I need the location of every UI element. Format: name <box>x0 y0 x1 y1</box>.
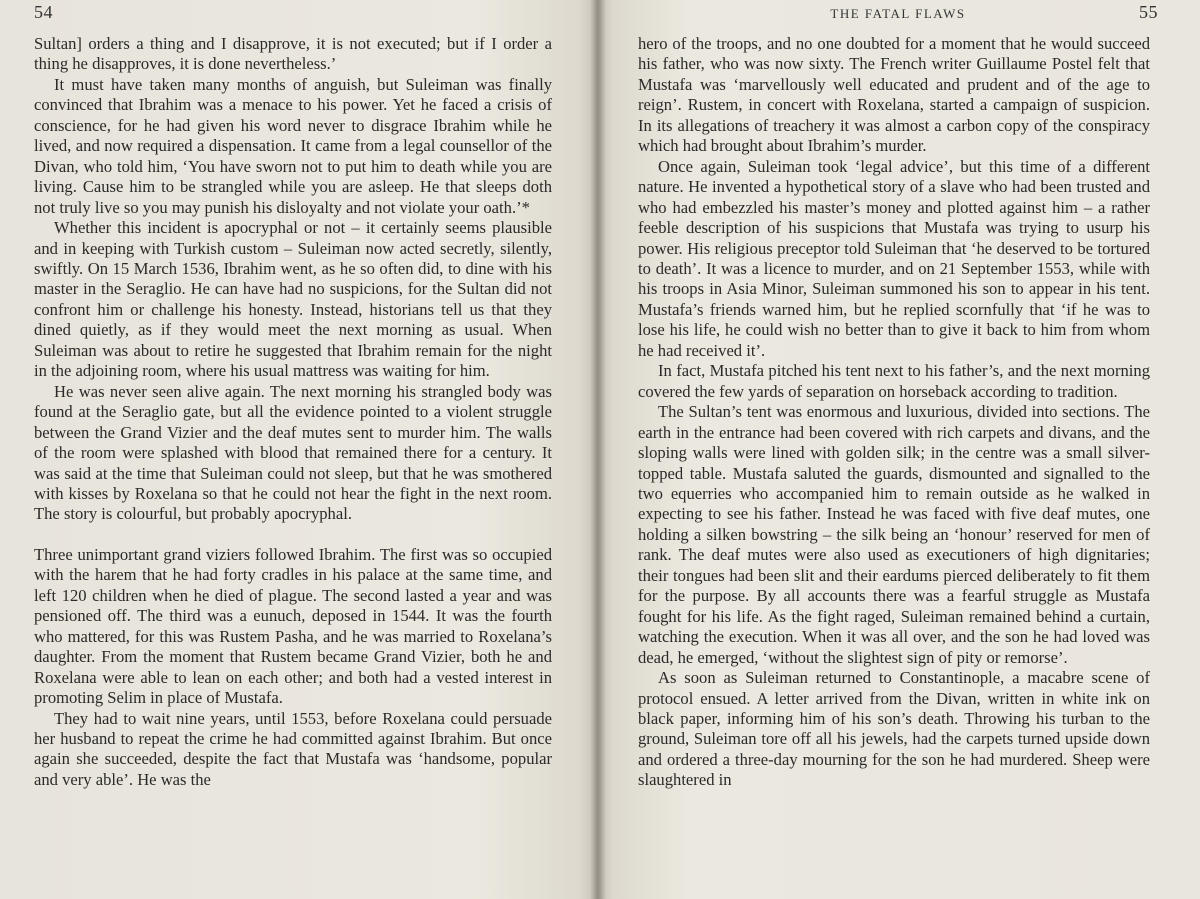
left-paragraph-4: He was never seen alive again. The next morning his strangled body was found at the Seraglio gate, but all the evidence pointed to a violent struggle between the Grand Vizier and the deaf mutes sent to murder him. The walls of the room were splashed with blood that remained there for a century. It was said at the time that Suleiman could not sleep, but that he was smothered with kisses by Roxelana so that he could not hear the fight in the next room. The story is colourful, but probably apocryphal. <box>34 381 552 524</box>
right-paragraph-5: As soon as Suleiman returned to Constantinople, a macabre scene of protocol ensued. A letter arrived from the Divan, written in white ink on black paper, informing him of his son’s death. Throwing his turban to the ground, Suleiman tore off all his jewels, had the carpets turned upside down and ordered a three-day mourning for the son he had murdered. Sheep were slaughtered in <box>638 668 1150 790</box>
right-paragraph-1: hero of the troops, and no one doubted for a moment that he would succeed his father, who was now sixty. The French writer Guillaume Postel felt that Mustafa was ‘marvellously well educated and prudent and of the age to reign’. Rustem, in concert with Roxelana, started a campaign of suspicion. In its allegations of treachery it was almost a carbon copy of the conspiracy which had brought about Ibrahim’s murder. <box>638 34 1150 156</box>
left-page-number: 54 <box>34 2 53 22</box>
right-page-body <box>638 34 1150 791</box>
left-paragraph-2: It must have taken many months of anguish, but Suleiman was finally convinced that Ibrahim was a menace to his power. Yet he faced a crisis of conscience, for he had given his word never to disgrace Ibrahim while he lived, and now required a dispensation. It came from a legal counsellor of the Divan, who told him, ‘You have sworn not to put him to death while you are living. Cause him to be strangled while you are asleep. He that sleeps doth not truly live so you may punish his disloyalty and not violate your oath.’* <box>34 74 552 217</box>
left-page <box>0 0 596 899</box>
running-head-title: THE FATAL FLAWS <box>830 6 966 21</box>
right-paragraph-3: In fact, Mustafa pitched his tent next to his father’s, and the next morning covered the few yards of separation on horseback according to tradition. <box>638 361 1150 401</box>
left-paragraph-3: Whether this incident is apocryphal or not – it certainly seems plausible and in keeping with Turkish custom – Suleiman now acted secretly, silently, swiftly. On 15 March 1536, Ibrahim went, as he so often did, to dine with his master in the Seraglio. He can have had no suspicions, for the Sultan did not confront him or challenge his honesty. Instead, historians tell us that they dined quietly, as if they would meet the next morning as usual. When Suleiman was about to retire he suggested that Ibrahim remain for the night in the adjoining room, where his usual mattress was waiting for him. <box>34 218 552 381</box>
left-paragraph-6: They had to wait nine years, until 1553, before Roxelana could persuade her husband to repeat the crime he had committed against Ibrahim. But once again she succeeded, despite the fact that Mustafa was ‘handsome, popular and very able’. He was the <box>34 708 552 789</box>
left-page-body <box>34 34 552 790</box>
right-page <box>596 0 1200 899</box>
right-page-number: 55 <box>1139 2 1158 22</box>
right-paragraph-2: Once again, Suleiman took ‘legal advice’, but this time of a different nature. He invented a hypothetical story of a slave who had been trusted and who had embezzled his master’s money and plotted against him – a rather feeble description of his suspicions that Mustafa was trying to usurp his power. His religious preceptor told Suleiman that ‘he deserved to be tortured to death’. It was a licence to murder, and on 21 September 1553, while with his troops in Asia Minor, Suleiman summoned his son to appear in his tent. Mustafa’s friends warned him, but he replied scornfully that ‘if he was to lose his life, he could wish no better than to give it back to him from whom he had received it’. <box>638 156 1150 360</box>
left-paragraph-5: Three unimportant grand viziers followed Ibrahim. The first was so occupied with the harem that he had forty cradles in his palace at the same time, and left 120 children when he died of plague. The second lasted a year and was pensioned off. The third was a eunuch, deposed in 1544. It was the fourth who mattered, for this was Rustem Pasha, and he was married to Roxelana’s daughter. From the moment that Rustem became Grand Vizier, both he and Roxelana were able to lean on each other; and both had a vested interest in promoting Selim in place of Mustafa. <box>34 544 552 708</box>
left-paragraph-1: Sultan] orders a thing and I disapprove, it is not executed; but if I order a thing he disapproves, it is done nevertheless.’ <box>34 34 552 74</box>
right-paragraph-4: The Sultan’s tent was enormous and luxurious, divided into sections. The earth in the entrance had been covered with rich carpets and divans, and the sloping walls were lined with golden silk; in the centre was a small silver-topped table. Mustafa saluted the guards, dismounted and signalled to the two equerries who accompanied him to remain outside as he walked in expecting to see his father. Instead he was faced with five deaf mutes, one holding a silken bowstring – the silk being an ‘honour’ reserved for men of rank. The deaf mutes were also used as executioners of high dignitaries; their tongues had been slit and their eardums pierced deliberately to fit them for the purpose. By all accounts there was a fearful struggle as Mustafa fought for his life. As the fight raged, Suleiman remained behind a curtain, watching the execution. When it was all over, and the son he had loved was dead, he emerged, ‘without the slightest sign of pity or remorse’. <box>638 402 1150 667</box>
